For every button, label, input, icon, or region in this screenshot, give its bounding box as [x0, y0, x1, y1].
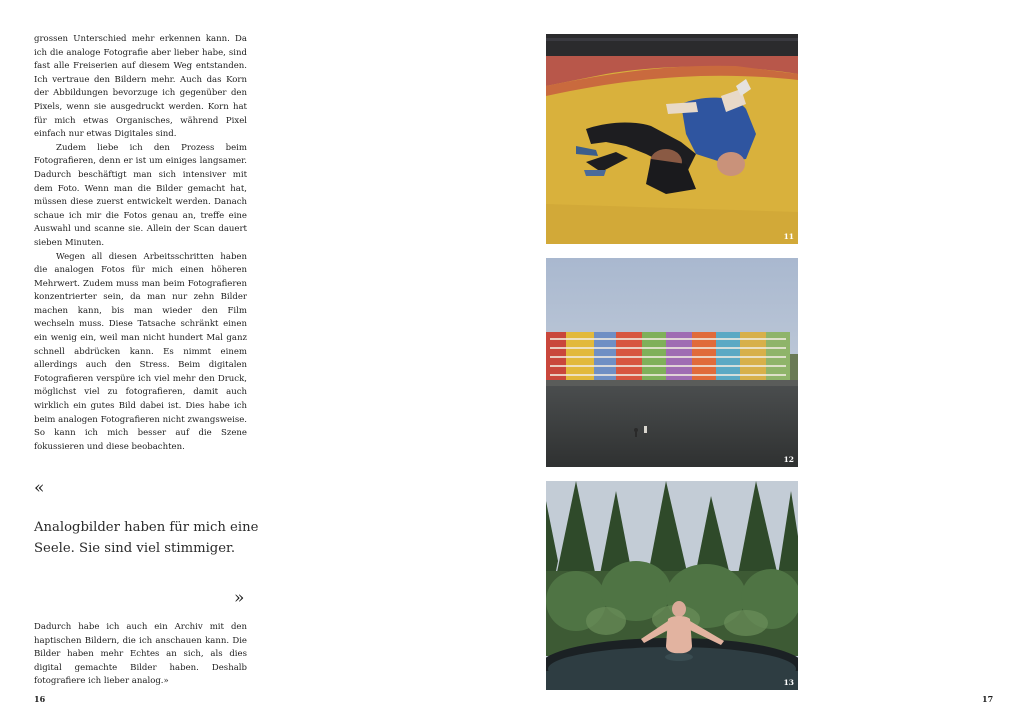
colorful-building-photo-image: [546, 258, 798, 467]
quote-close-mark: »: [234, 588, 245, 608]
wrestling-photo-image: [546, 34, 798, 244]
paragraph: Wegen all diesen Arbeitsschritten haben die analogen Fotos für mich einen höheren Mehrwert. Zudem muss man beim Fotografieren konzentrierter sein, da man nur zehn Bilder machen kann, bis man wieder den Film wechseln muss. Diese Tatsache schränkt einen ein wenig ein, weil man nicht hundert Mal ganz schnell abdrücken kann. Es nimmt einem allerdings auch den Stress. Beim digitalen Fotografieren verspüre ich viel mehr den Druck, möglichst viel zu fotografieren, damit auch wirklich ein gutes Bild dabei ist. Dies habe ich beim analogen Fotografieren nicht zwangsweise. So kann ich mich besser auf die Szene fokussieren und diese beobachten.: [34, 251, 247, 452]
paragraph: Zudem liebe ich den Prozess beim Fotografieren, denn er ist um einiges langsamer. Dadurch beschäftigt man sich intensiver mit dem Foto. Wenn man die Bilder gemacht hat, müssen diese zuerst entwickelt werden. Danach schaue ich mir die Fotos genau an, treffe eine Auswahl und scanne sie. Allein der Scan dauert sieben Minuten.: [34, 142, 247, 248]
paragraph: Dadurch habe ich auch ein Archiv mit den haptischen Bildern, die ich anschauen kann. Die Bilder haben mehr Echtes an sich, als dies digital gemachte Bilder haben. Deshalb fotografiere ich lieber analog.»: [34, 622, 247, 687]
photo-number: 12: [783, 455, 794, 464]
photo-number: 11: [783, 232, 794, 241]
colorful-building-photo: [546, 258, 798, 467]
quote-open-mark: «: [34, 478, 45, 498]
wrestling-photo: [546, 34, 798, 244]
closing-text: [34, 621, 247, 689]
photo-number: 13: [783, 678, 794, 687]
body-text: [34, 33, 247, 454]
right-page: [512, 0, 1024, 725]
page-number-right: 17: [982, 694, 994, 704]
man-in-pool-forest-photo: [546, 481, 798, 690]
paragraph: grossen Unterschied mehr erkennen kann. Da ich die analoge Fotografie aber lieber habe, sind fast alle Freiserien auf diesem Weg entstanden. Ich vertraue den Bildern mehr. Auch das Korn der Abbildungen bevorzuge ich gegenüber den Pixels, wenn sie ausgedruckt werden. Korn hat für mich etwas Organisches, während Pixel einfach nur etwas Digitales sind.: [34, 34, 247, 140]
page-number-left: 16: [34, 694, 46, 704]
pull-quote: Analogbilder haben für mich eine Seele. Sie sind viel stimmiger.: [34, 520, 259, 556]
man-in-pool-forest-photo-image: [546, 481, 798, 690]
